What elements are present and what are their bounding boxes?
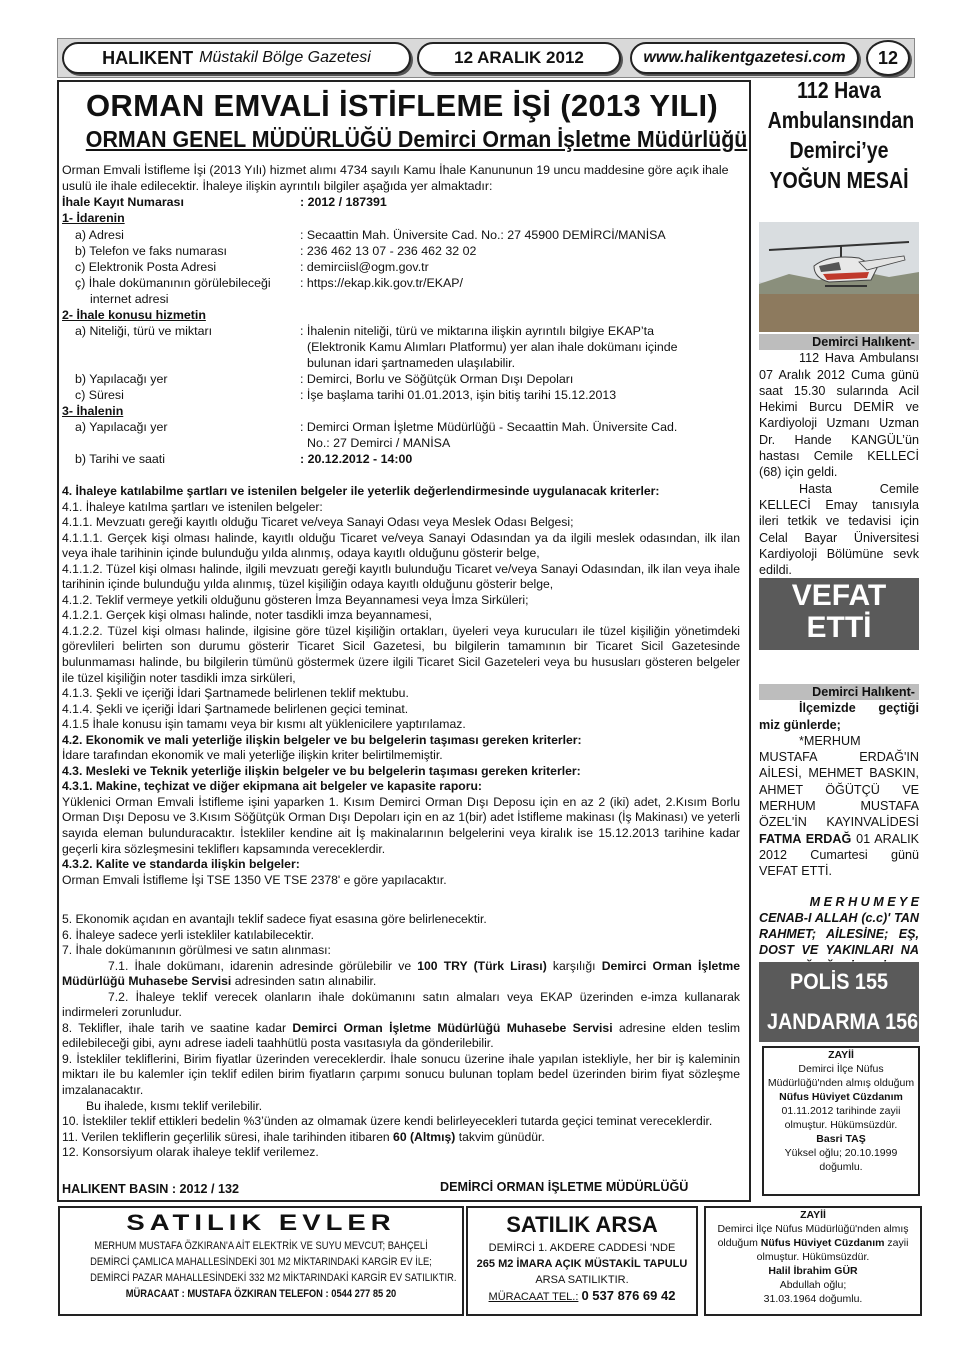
s1-a-value: : Secaattin Mah. Üniversite Cad. No.: 27 45900 DEMİRCİ/MANİSA bbox=[300, 228, 666, 242]
notice-title: ORMAN EMVALİ İSTİFLEME İŞİ (2013 YILI) bbox=[85, 88, 719, 123]
vefat-banner-line-1: VEFAT bbox=[791, 579, 887, 612]
s3-b-value: : 20.12.2012 - 14:00 bbox=[300, 452, 413, 466]
term-8-office: Demirci Orman İşletme Müdürlüğü Muhasebe Servisi bbox=[292, 1020, 613, 1035]
lost-1-document: Nüfus Hüviyet Cüzdanım bbox=[779, 1091, 903, 1103]
vefat-byline: Demirci Halıkent- bbox=[759, 684, 919, 700]
kayit-value: : 2012 / 187391 bbox=[300, 195, 387, 209]
term-7: 7. İhale dokümanının görülmesi ve satın alınması: bbox=[62, 943, 331, 958]
ad-land-for-sale bbox=[466, 1206, 698, 1316]
s3-a-label: a) Yapılacağı yer bbox=[75, 420, 168, 434]
lost-1-date: 01.11.2012 tarihinde zayii olmuştur. Hükümsüzdür. bbox=[781, 1105, 901, 1131]
term-8 bbox=[62, 1021, 740, 1052]
term-8-a: 8. Teklifler, ihale tarih ve saatine kadar bbox=[62, 1020, 293, 1035]
page-number: 12 bbox=[866, 40, 910, 76]
vefat-prayer-2: CENAB-I ALLAH (c.c)' TAN RAHMET; AİLESİNE; EŞ, DOST VE YAKINLARI NA bbox=[759, 910, 919, 958]
section-1-heading: 1- İdarenin bbox=[62, 211, 125, 225]
notice-terms bbox=[62, 912, 740, 1161]
lost-2-body bbox=[706, 1222, 920, 1264]
gendarmerie-number: JANDARMA 156 bbox=[767, 1009, 919, 1034]
lost-1-heading: ZAYİİ bbox=[828, 1049, 854, 1061]
criteria-heading: 4. İhaleye katılabilme şartları ve istenilen belgeler ile yeterlik değerlendirmesinde uygulanacak kriterler: bbox=[62, 484, 660, 498]
ad-houses-contact: MÜRACAAT : MUSTAFA ÖZKIRAN TELEFON : 0544 277 85 20 bbox=[125, 1288, 397, 1300]
criteria-4-2-body: İdare tarafından ekonomik ve mali yeterliğe ilişkin kriter belirtilmemiştir. bbox=[62, 748, 443, 763]
vefat-article bbox=[759, 684, 919, 975]
vefat-lead: İlçemizde geçtiği miz günlerde; bbox=[759, 701, 919, 732]
s1-a-label: a) Adresi bbox=[75, 228, 124, 242]
term-5: 5. Ekonomik açıdan en avantajlı teklif sadece fiyat esasına göre belirlenecektir. bbox=[62, 912, 487, 926]
term-7-1-e: adresinden satın alınabilir. bbox=[231, 974, 377, 989]
term-7-1-fee: 100 TRY (Türk Lirası) bbox=[417, 958, 547, 973]
lost-2-body-text: Demirci İlçe Nüfus Müdürlüğü'nden almış olduğum bbox=[717, 1223, 909, 1249]
criteria-4-2: 4.2. Ekonomik ve mali yeterliğe ilişkin belgeler ve bu belgelerin taşıması gereken kriterler: bbox=[62, 732, 582, 747]
ad-land-body bbox=[468, 1240, 696, 1305]
s1-d-value: : https://ekap.kik.gov.tr/EKAP/ bbox=[300, 276, 463, 290]
ad-land-phone: 0 537 876 69 42 bbox=[581, 1288, 676, 1303]
term-9: 9. İstekliler tekliflerini, Birim fiyatlar üzerinden vereceklerdir. İhale sonucu üzerine ihale yapılan istekliyle, her bir iş kaleminin miktarı ile bu kalemler için teklif edilen birim fiyatların çarpımı sonucu bulunan toplam bedel üzerinden birim fiyat sözleşme imzalanacaktır. bbox=[62, 1051, 740, 1098]
criteria-4-1-1-1: 4.1.1.1. Gerçek kişi olması halinde, kayıtlı olduğu Ticaret ve/veya Sanayi Odasından ya da ilgili meslek odasından, ilk ilan veya ihale tarihinin içinde bulunduğu yılda alınmış, odaya kayıtlı olduğunu gösterir belge, bbox=[62, 530, 740, 561]
ad-houses-for-sale bbox=[58, 1206, 464, 1316]
term-7-1 bbox=[62, 959, 740, 990]
s3-a-value: : Demirci Orman İşletme Müdürlüğü - Secaattin Mah. Üniversite Cad. bbox=[300, 420, 678, 434]
ad-houses-line-2: DEMİRCİ ÇAMLICA MAHALLESİNDEKİ 301 M2 MİKTARINDAKİ KARGİR EV İLE; bbox=[90, 1256, 432, 1268]
website-link[interactable]: www.halikentgazetesi.com bbox=[630, 42, 859, 74]
ambulance-body-1: 112 Hava Ambulansı 07 Aralık 2012 Cuma günü saat 15.30 sularında Acil Hekimi Burcu DEMİR ve Kardiyoloji Uzmanı Uzman Dr. Hande KANGÜL’ün hastası Cemile KELLECİ (68) için geldi. bbox=[759, 351, 919, 480]
s3-a-value-2: No.: 27 Demirci / MANİSA bbox=[307, 436, 451, 450]
ad-houses-body bbox=[90, 1238, 457, 1302]
s2-a-value-3: bulunan idari şartnameden ulaşılabilir. bbox=[307, 356, 516, 370]
ad-houses-line-1: MERHUM MUSTAFA ÖZKIRAN'A AİT ELEKTRİK VE SUYU MEVCUT; BAHÇELİ bbox=[94, 1240, 428, 1252]
s3-b-label: b) Tarihi ve saati bbox=[75, 452, 165, 466]
term-7-1-office: Demirci Orman İşletme Müdürlüğü Muhasebe Servisi bbox=[62, 958, 740, 989]
term-7-2: 7.2. İhaleye teklif verecek olanların ihale dokümanını satın almaları veya EKAP üzerinden e-imza kullanarak indirmeleri zorunludur. bbox=[62, 989, 740, 1020]
vefat-body-text: *MERHUM MUSTAFA ERDAĞ'IN AİLESİ, MEHMET BASKIN, AHMET ÖĞÜTÇÜ VE MERHUM MUSTAFA ÖZEL'İN KAYINVALİDESİ bbox=[759, 733, 919, 830]
paper-name: HALIKENT bbox=[102, 47, 194, 68]
s2-b-value: : Demirci, Borlu ve Söğütçük Orman Dışı Depoları bbox=[300, 372, 574, 386]
term-7-1-a: 7.1. İhale dokümanı, idarenin adresinde görülebilir ve bbox=[108, 958, 418, 973]
criteria-4-1-5: 4.1.5 İhale konusu işin tamamı veya bir kısmı alt yüklenicilere yaptırılamaz. bbox=[62, 717, 466, 732]
s1-c-label: c) Elektronik Posta Adresi bbox=[75, 260, 217, 274]
issue-date: 12 ARALIK 2012 bbox=[417, 42, 621, 74]
helicopter-icon bbox=[759, 222, 919, 332]
s1-b-value: : 236 462 13 07 - 236 462 32 02 bbox=[300, 244, 477, 258]
ambulance-headline: 112 Hava Ambulansından Demirci’ye YOĞUN MESAİ bbox=[767, 77, 915, 193]
s2-c-label: c) Süresi bbox=[75, 388, 124, 402]
kayit-label: İhale Kayıt Numarası bbox=[62, 195, 184, 209]
ad-houses-title: SATILIK EVLER bbox=[126, 1210, 396, 1235]
s1-d-label: ç) İhale dokümanının görülebileceği bbox=[75, 276, 271, 290]
term-11-days: 60 (Altmış) bbox=[393, 1129, 456, 1144]
s1-b-label: b) Telefon ve faks numarası bbox=[75, 244, 227, 258]
paper-tagline: Müstakil Bölge Gazetesi bbox=[199, 49, 371, 66]
lost-2-info-2: 31.03.1964 doğumlu. bbox=[763, 1293, 863, 1305]
vefat-body bbox=[759, 733, 919, 880]
emergency-numbers bbox=[759, 962, 919, 1042]
ambulance-body-2: Hasta Cemile KELLECİ Emay tanısıyla ileri tetkik ve tedavisi için Celal Bayar Üniversitesi Kardiyoloji Bölümüne sevk edildi. bbox=[759, 481, 919, 578]
notice-footer-ref: HALIKENT BASIN : 2012 / 132 bbox=[62, 1182, 240, 1196]
police-number: POLİS 155 bbox=[790, 969, 888, 994]
ad-land-contact-label: MÜRACAAT TEL.: bbox=[488, 1291, 579, 1303]
s1-d-label-cont: internet adresi bbox=[90, 292, 169, 306]
criteria-4-1-2-1: 4.1.2.1. Gerçek kişi olması halinde, noter tasdikli imza beyannamesi, bbox=[62, 608, 432, 623]
section-2-heading: 2- İhale konusu hizmetin bbox=[62, 308, 206, 322]
ambulance-article bbox=[759, 334, 919, 578]
criteria-4-3-1: 4.3.1. Makine, teçhizat ve diğer ekipmana ait belgeler ve kapasite raporu: bbox=[62, 779, 482, 794]
term-6: 6. İhaleye sadece yerli istekliler katılabilecektir. bbox=[62, 927, 314, 942]
criteria-4-1-3: 4.1.3. Şekli ve içeriği İdari Şartnamede belirlenen teklif mektubu. bbox=[62, 686, 409, 701]
notice-subtitle: ORMAN GENEL MÜDÜRLÜĞÜ Demirci Orman İşletme Müdürlüğü bbox=[85, 126, 748, 152]
term-11-a: 11. Verilen tekliflerin geçerlilik süresi, ihale tarihinden itibaren bbox=[62, 1129, 394, 1144]
criteria-4-3-1-body: Yüklenici Orman Emvali İstifleme işini yaparken 1. Kısım Demirci Orman Dışı Deposu için en az 2 (iki) adet, 2.Kısım Borlu Orman Dışı Deposu ve 3.Kısım Söğütçük Orman Dışı Depoları için en az 1(bir) adet İstifleme makinası (İş Makinası) ve yeterli sayıda eleman bulunduracaktır. İstekliler kendine ait İş makinalarının belgelerini veya kiralık ise 15.12.2013 tarihine kadar geçerli kira sözleşmesini tekliflerı kapsamında vereceklerdir. bbox=[62, 794, 741, 856]
s2-a-value-2: (Elektronik Kamu Alımları Platformu) yer alan ihale dokümanı içinde bbox=[307, 340, 678, 354]
criteria-4-1: 4.1. İhaleye katılma şartları ve istenilen belgeler: bbox=[62, 499, 323, 514]
notice-footer-signature: DEMİRCİ ORMAN İŞLETME MÜDÜRLÜĞÜ bbox=[440, 1180, 689, 1194]
lost-2-name: Halil İbrahim GÜR bbox=[768, 1265, 858, 1277]
vefat-deceased-name: FATMA ERDAĞ bbox=[759, 831, 852, 846]
section-3-heading: 3- İhalenin bbox=[62, 404, 124, 418]
criteria-section bbox=[62, 484, 740, 888]
lost-2-info-1: Abdullah oğlu; bbox=[779, 1279, 847, 1291]
helicopter-photo bbox=[759, 222, 919, 332]
lost-2-tail: zayii olmuştur. Hükümsüzdür. bbox=[756, 1237, 909, 1263]
lost-2-heading: ZAYİİ bbox=[800, 1209, 826, 1221]
criteria-4-1-1: 4.1.1. Mevzuatı gereği kayıtlı olduğu Ticaret ve/veya Sanayi Odası veya Meslek Odası Belgesi; bbox=[62, 515, 574, 530]
term-11 bbox=[62, 1130, 740, 1146]
term-10: 10. İstekliler teklif ettikleri bedelin %3’ünden az olmamak üzere kendi belirleyecekleri tutarda geçici teminat vereceklerdir. bbox=[62, 1114, 713, 1129]
s2-a-value: : İhalenin niteliği, türü ve miktarına ilişkin ayrıntılı bilgiye EKAP’ta bbox=[300, 324, 654, 338]
criteria-4-1-1-2: 4.1.1.2. Tüzel kişi olması halinde, ilgili mevzuatı gereği kayıtlı bulunduğu Ticaret ve/veya Sanayi Odasından, ilk ilan veya ihale tarihinin içinde bulunduğu yılda alınmış, tüzel kişiliğin odaya kayıtlı olduğunu gösterir belge, bbox=[62, 561, 740, 592]
lost-1-body bbox=[764, 1062, 918, 1132]
s2-b-label: b) Yapılacağı yer bbox=[75, 372, 168, 386]
lost-1-info: Yüksel oğlu; 20.10.1999 doğumlu. bbox=[784, 1147, 898, 1173]
ad-land-title: SATILIK ARSA bbox=[506, 1212, 658, 1237]
ad-land-line-3: ARSA SATILIKTIR. bbox=[535, 1274, 629, 1286]
criteria-4-3-2-body: Orman Emvali İstifleme İşi TSE 1350 VE TSE 2378' e göre yapılacaktır. bbox=[62, 872, 447, 887]
criteria-4-1-2-2: 4.1.2.2. Tüzel kişi olması halinde, ilgisine göre tüzel kişiliğin ortakları, üyeleri veya kurucuları ile tüzel kişiliğin yönetimdeki görevlileri belirten son durumu gösterir Ticaret Sicil Gazetesi, bu bilgilerin tamamının bir Ticaret Sicil Gazetesinde bulunmaması halinde, bu bilgilerin tümünü göstermek üzere ilgili Ticaret Sicil Gazeteleri veya bu hususları gösteren belgeler ile tüzel kişiliğin noter tasdikli imza sirküleri, bbox=[62, 623, 740, 685]
vefat-body-tail: 01 ARALIK 2012 Cumartesi günü VEFAT ETTİ. bbox=[759, 831, 919, 879]
s2-a-label: a) Niteliği, türü ve miktarı bbox=[75, 324, 213, 338]
criteria-4-3: 4.3. Mesleki ve Teknik yeterliğe ilişkin belgeler ve bu belgelerin taşıması gereken kriterler: bbox=[62, 763, 581, 778]
s2-c-value: : İşe başlama tarihi 01.01.2013, işin bitiş tarihi 15.12.2013 bbox=[300, 388, 617, 402]
term-7-1-c: karşılığı bbox=[546, 958, 602, 973]
ambulance-byline: Demirci Halıkent- bbox=[759, 334, 919, 350]
lost-2-document: Nüfus Hüviyet Cüzdanım bbox=[760, 1237, 885, 1249]
ad-land-line-1: DEMİRCİ 1. AKDERE CADDESİ 'NDE bbox=[488, 1242, 676, 1254]
notice-intro: Orman Emvali İstifleme İşi (2013 Yılı) hizmet alımı 4734 sayılı Kamu İhale Kanununun 19 uncu maddesine göre açık ihale usulü ile ihale edilecektir. İhaleye ilişkin ayrıntılı bilgiler aşağıda yer almaktadır: bbox=[62, 163, 729, 193]
term-9-b: Bu ihalede, kısmı teklif verilebilir. bbox=[86, 1098, 263, 1113]
term-11-c: takvim günüdür. bbox=[455, 1129, 545, 1144]
s1-c-value: : demirciisl@ogm.gov.tr bbox=[300, 260, 429, 274]
vefat-banner bbox=[759, 578, 919, 650]
term-12: 12. Konsorsiyum olarak ihaleye teklif verilemez. bbox=[62, 1145, 319, 1160]
masthead-title bbox=[62, 42, 411, 74]
ad-land-line-2: 265 M2 İMARA AÇIK MÜSTAKİL TAPULU bbox=[476, 1258, 688, 1270]
criteria-4-1-4: 4.1.4. Şekli ve içeriği İdari Şartnamede belirlenen geçici teminat. bbox=[62, 701, 409, 716]
vefat-banner-line-2: ETTİ bbox=[806, 611, 872, 644]
vefat-prayer-1: M E R H U M E Y E bbox=[809, 894, 919, 909]
term-8-c: adresine elden teslim edilebileceği gibi, aynı adrese iadeli taahhütlü posta vasıtasıyla da gönderilebilir. bbox=[62, 1020, 741, 1051]
lost-1-body-text: Demirci İlçe Nüfus Müdürlüğü'nden almış olduğum bbox=[767, 1063, 915, 1089]
lost-id-notice-1 bbox=[762, 1046, 920, 1196]
ad-land-contact bbox=[468, 1288, 696, 1305]
criteria-4-3-2: 4.3.2. Kalite ve standarda ilişkin belgeler: bbox=[62, 857, 300, 872]
criteria-4-1-2: 4.1.2. Teklif vermeye yetkili olduğunu gösteren İmza Beyannamesi veya İmza Sirküleri; bbox=[62, 592, 529, 607]
lost-1-name: Basri TAŞ bbox=[816, 1133, 866, 1145]
ad-houses-line-3: DEMİRCİ PAZAR MAHALLESİNDEKİ 332 M2 MİKTARINDAKİ KARGİR EV SATILIKTIR. bbox=[90, 1272, 457, 1284]
lost-id-notice-2 bbox=[704, 1206, 922, 1316]
